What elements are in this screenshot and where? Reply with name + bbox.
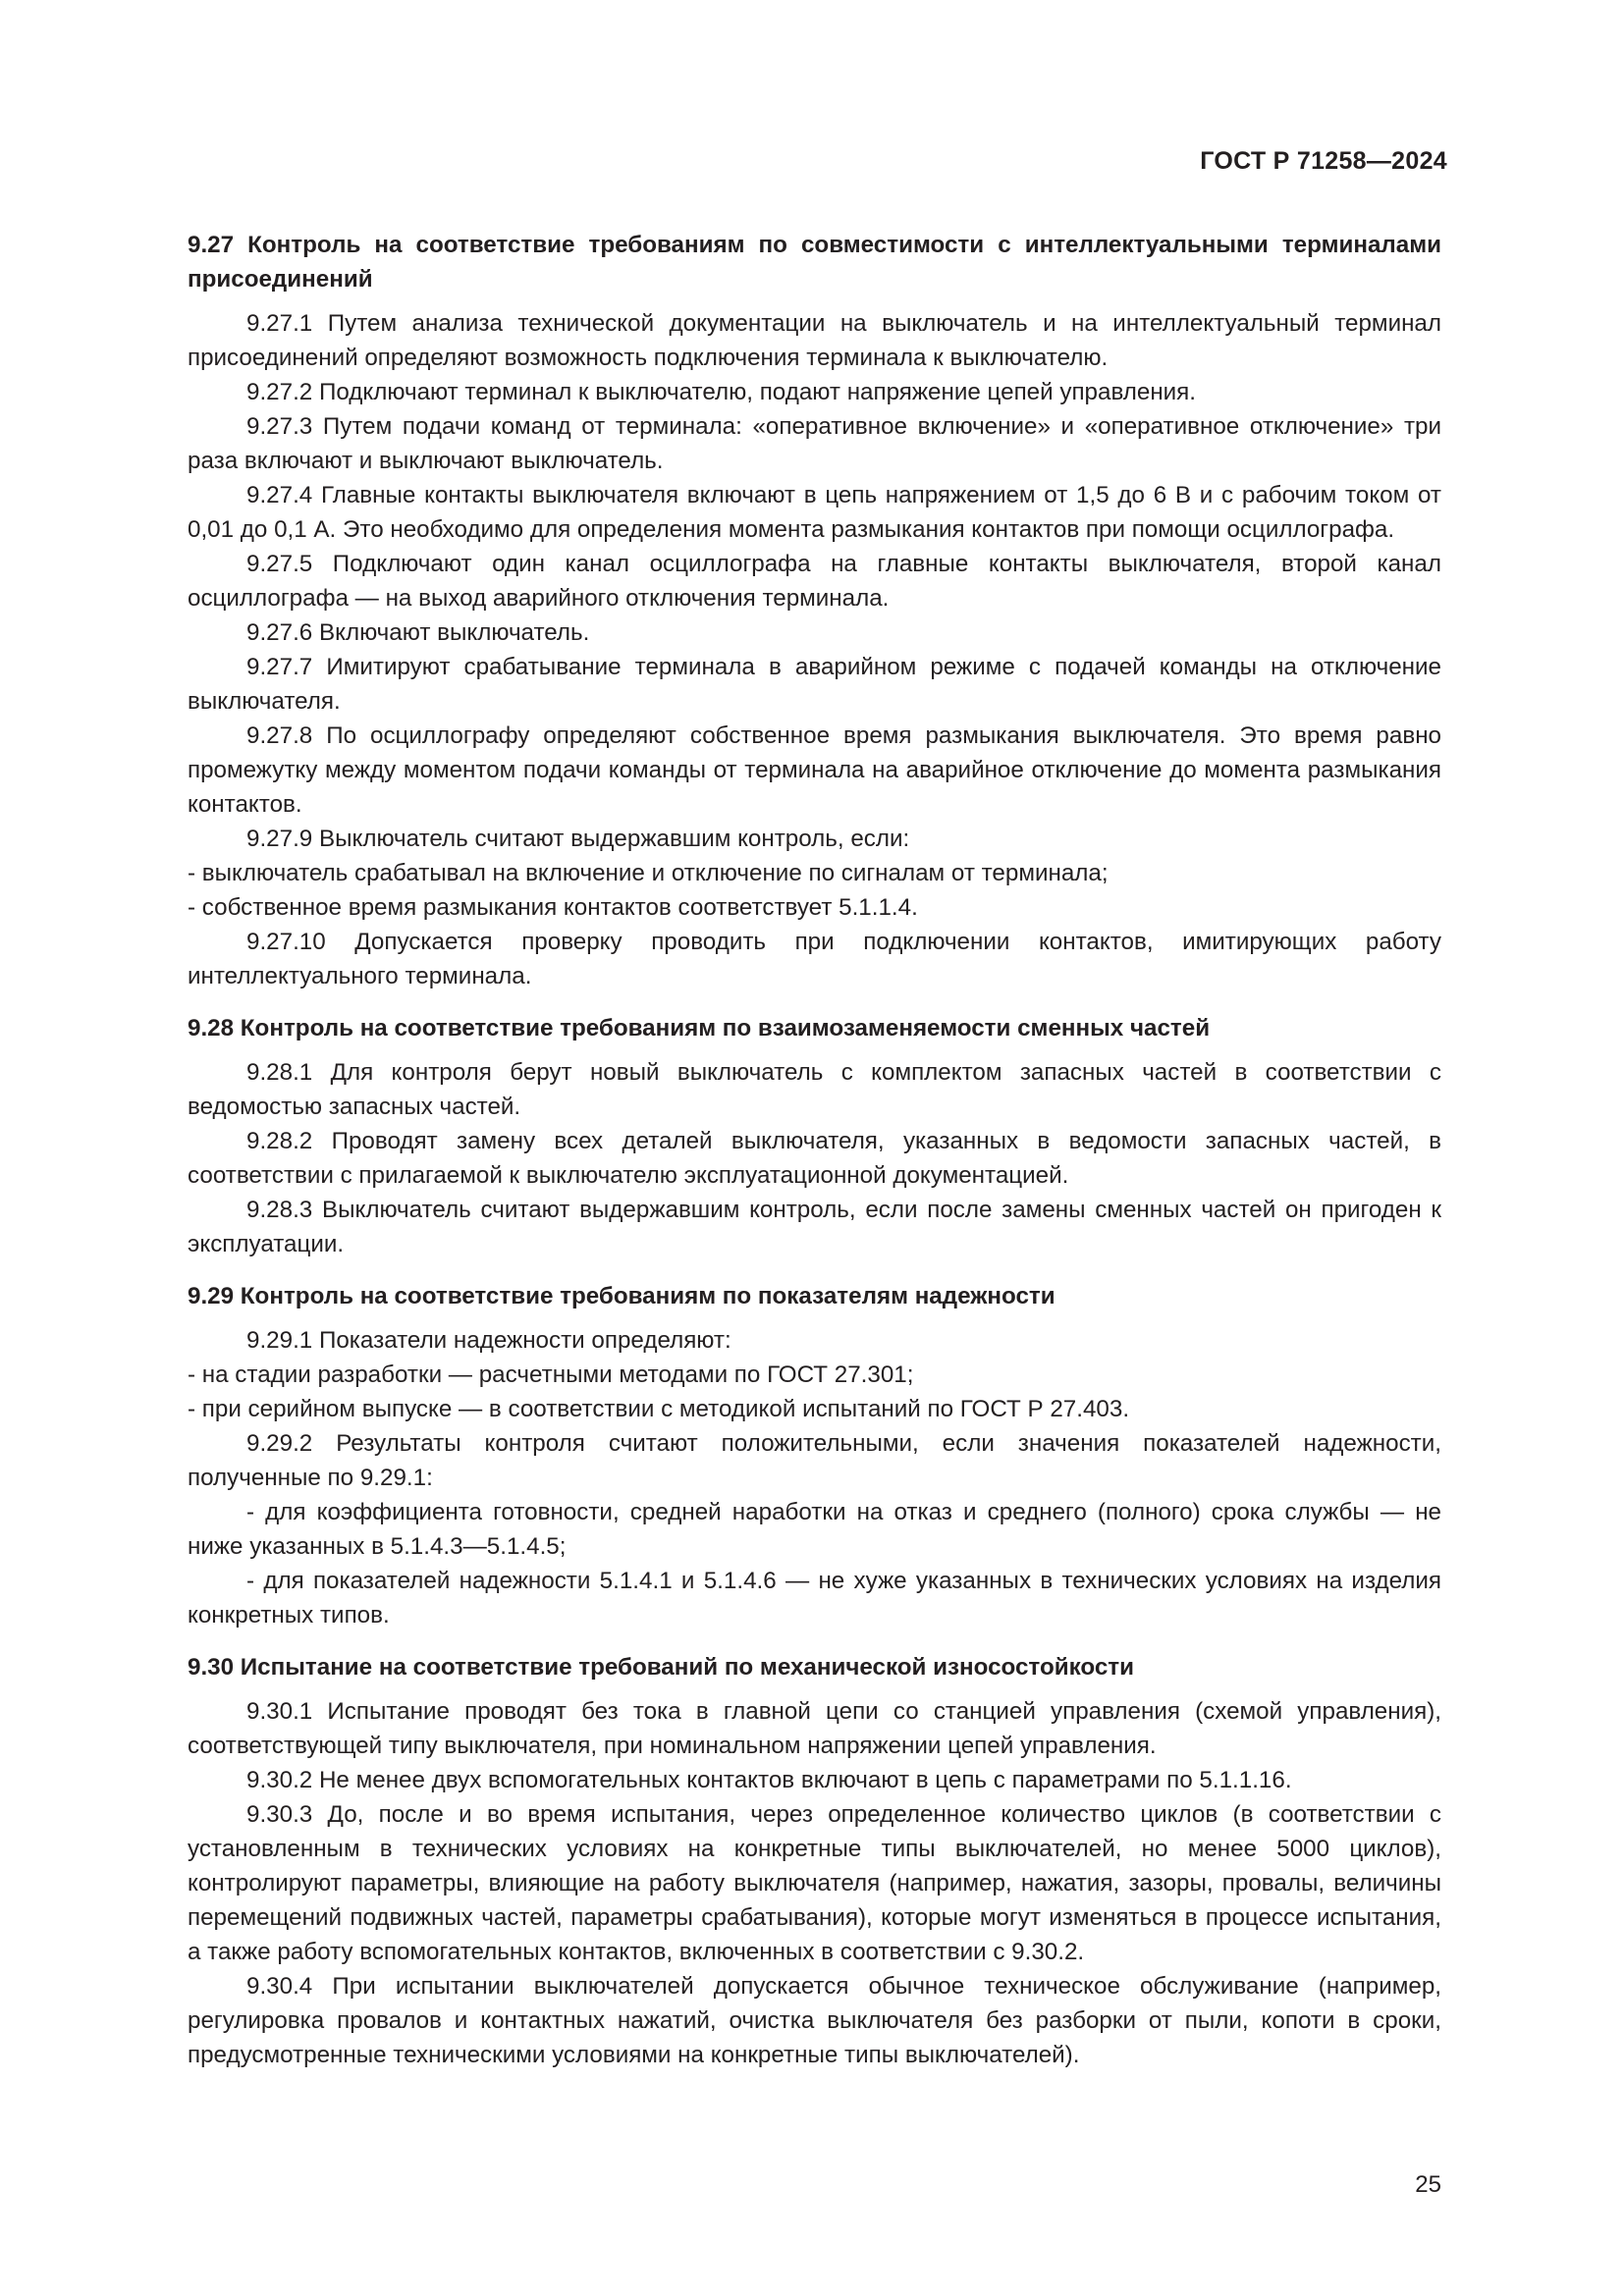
paragraph: 9.27.9 Выключатель считают выдержавшим контроль, если: bbox=[246, 826, 910, 852]
section-title: 9.30 Испытание на соответствие требований по механической износостойкости bbox=[188, 1654, 1135, 1681]
section-title: 9.27 Контроль на соответствие требованиям по совместимости с интеллектуальными терминалами присоединений bbox=[188, 232, 1441, 293]
paragraph: 9.27.5 Подключают один канал осциллографа на главные контакты выключателя, второй канал осциллографа — на выход аварийного отключения терминала. bbox=[188, 551, 1441, 612]
paragraph: 9.30.4 При испытании выключателей допускается обычное техническое обслуживание (например, регулировка провалов и контактных нажатий, очистка выключателя без разборки от пыли, копоти в сроки, предусмотренные техническими условиями на конкретные типы выключателей). bbox=[188, 1973, 1441, 2068]
page-number: 25 bbox=[1415, 2171, 1441, 2198]
paragraph: 9.27.1 Путем анализа технической документации на выключатель и на интеллектуальный терминал присоединений определяют возможность подключения терминала к выключателю. bbox=[188, 310, 1441, 371]
paragraph: 9.29.2 Результаты контроля считают положительными, если значения показателей надежности, полученные по 9.29.1: bbox=[188, 1430, 1441, 1491]
paragraph: 9.28.2 Проводят замену всех деталей выключателя, указанных в ведомости запасных частей, в соответствии с прилагаемой к выключателю эксплуатационной документацией. bbox=[188, 1128, 1441, 1189]
paragraph: 9.27.6 Включают выключатель. bbox=[246, 619, 590, 646]
document-code-header: ГОСТ Р 71258—2024 bbox=[1200, 147, 1447, 175]
paragraph: 9.27.4 Главные контакты выключателя включают в цепь напряжением от 1,5 до 6 В и с рабочим током от 0,01 до 0,1 А. Это необходимо для определения момента размыкания контактов при помощи осциллографа. bbox=[188, 482, 1441, 543]
paragraph: 9.27.10 Допускается проверку проводить при подключении контактов, имитирующих работу интеллектуального терминала. bbox=[188, 929, 1441, 989]
paragraph: 9.28.1 Для контроля берут новый выключатель с комплектом запасных частей в соответствии с ведомостью запасных частей. bbox=[188, 1059, 1441, 1120]
section-title: 9.29 Контроль на соответствие требованиям по показателям надежности bbox=[188, 1283, 1056, 1309]
paragraph: 9.29.1 Показатели надежности определяют: bbox=[246, 1327, 731, 1354]
list-item: - на стадии разработки — расчетными методами по ГОСТ 27.301; bbox=[188, 1362, 914, 1388]
document-body bbox=[188, 228, 1441, 2072]
paragraph: 9.28.3 Выключатель считают выдержавшим контроль, если после замены сменных частей он пригоден к эксплуатации. bbox=[188, 1197, 1441, 1257]
paragraph: - для показателей надежности 5.1.4.1 и 5.1.4.6 — не хуже указанных в технических условиях на изделия конкретных типов. bbox=[188, 1568, 1441, 1629]
section-title: 9.28 Контроль на соответствие требованиям по взаимозаменяемости сменных частей bbox=[188, 1015, 1211, 1041]
paragraph: 9.27.2 Подключают терминал к выключателю, подают напряжение цепей управления. bbox=[246, 379, 1197, 405]
list-item: - при серийном выпуске — в соответствии с методикой испытаний по ГОСТ Р 27.403. bbox=[188, 1396, 1130, 1422]
paragraph: 9.30.1 Испытание проводят без тока в главной цепи со станцией управления (схемой управления), соответствующей типу выключателя, при номинальном напряжении цепей управления. bbox=[188, 1698, 1441, 1759]
paragraph: 9.30.2 Не менее двух вспомогательных контактов включают в цепь с параметрами по 5.1.1.16. bbox=[246, 1767, 1292, 1793]
paragraph: 9.27.3 Путем подачи команд от терминала: «оперативное включение» и «оперативное отключение» три раза включают и выключают выключатель. bbox=[188, 413, 1441, 474]
paragraph: 9.27.8 По осциллографу определяют собственное время размыкания выключателя. Это время равно промежутку между моментом подачи команды от терминала на аварийное отключение до момента размыкания контактов. bbox=[188, 722, 1441, 818]
list-item: - выключатель срабатывал на включение и отключение по сигналам от терминала; bbox=[188, 860, 1109, 886]
list-item: - собственное время размыкания контактов соответствует 5.1.1.4. bbox=[188, 894, 918, 921]
paragraph: - для коэффициента готовности, средней наработки на отказ и среднего (полного) срока службы — не ниже указанных в 5.1.4.3—5.1.4.5; bbox=[188, 1499, 1441, 1560]
paragraph: 9.30.3 До, после и во время испытания, через определенное количество циклов (в соответствии с установленным в технических условиях на конкретные типы выключателей, но менее 5000 циклов), контролируют параметры, влияющие на работу выключателя (например, нажатия, зазоры, провалы, величины перемещений подвижных частей, параметры срабатывания), которые могут изменяться в процессе испытания, а также работу вспомогательных контактов, включенных в соответствии с 9.30.2. bbox=[188, 1801, 1441, 1965]
paragraph: 9.27.7 Имитируют срабатывание терминала в аварийном режиме с подачей команды на отключение выключателя. bbox=[188, 654, 1441, 715]
